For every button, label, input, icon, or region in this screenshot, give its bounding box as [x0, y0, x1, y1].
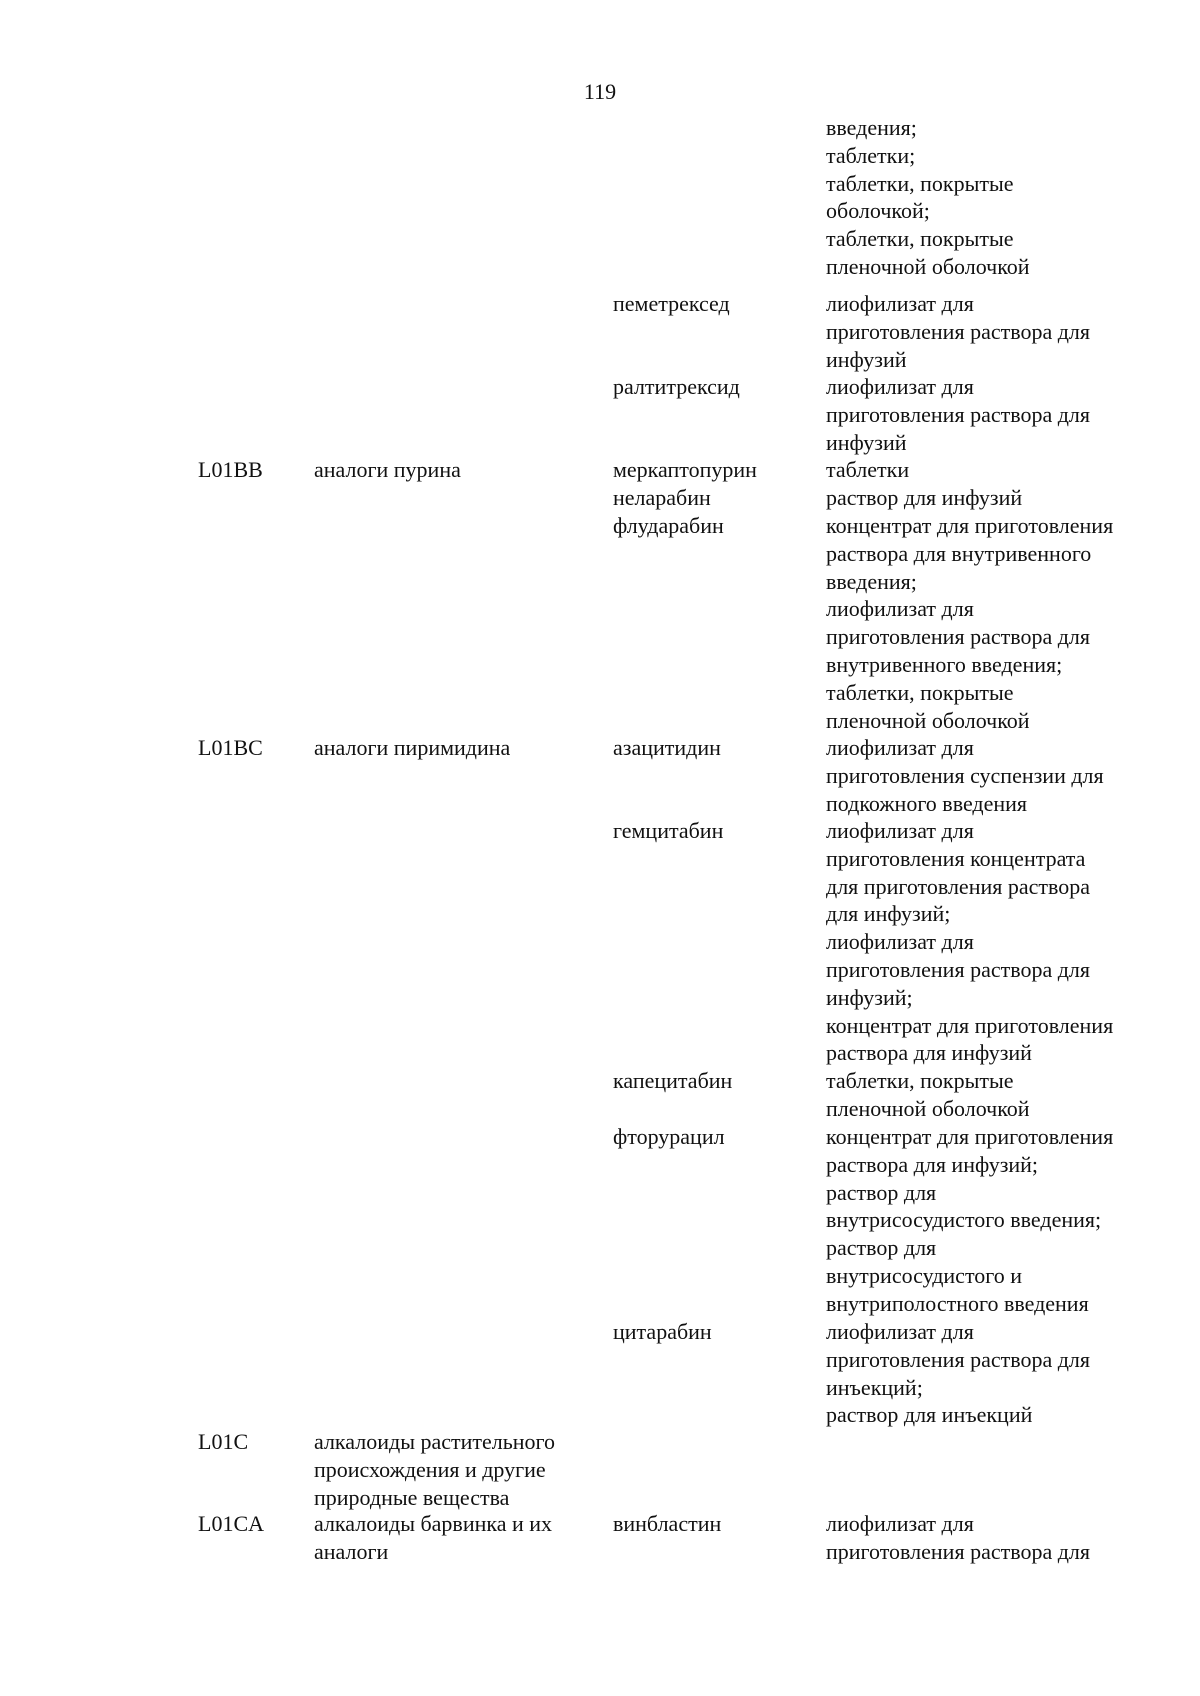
dosage-form-line: пленочной оболочкой	[826, 1095, 1030, 1121]
dosage-form-line: приготовления раствора для	[826, 401, 1090, 427]
dosage-form-line: таблетки;	[826, 142, 916, 168]
dosage-form-line: концентрат для приготовления	[826, 513, 1114, 538]
dosage-forms	[826, 734, 1104, 817]
group-name-line: природные вещества	[314, 1484, 510, 1510]
drug-name: винбластин	[613, 1511, 722, 1536]
dosage-form-line: приготовления раствора для	[826, 318, 1090, 344]
dosage-form-line: приготовления раствора для	[826, 624, 1090, 650]
dosage-form-line: таблетки, покрытые	[826, 679, 1014, 705]
dosage-form-line: внутрисосудистого введения;	[826, 1207, 1102, 1233]
dosage-form-line: раствор для	[826, 1235, 937, 1261]
drug-name: неларабин	[613, 485, 711, 510]
dosage-form-line: оболочкой;	[826, 198, 930, 224]
dosage-forms	[826, 1123, 1113, 1318]
dosage-form-line: подкожного введения	[826, 790, 1028, 816]
atc-code: L01BB	[198, 457, 263, 482]
dosage-form-line: лиофилизат для	[826, 818, 974, 843]
group-name-line: аналоги	[314, 1538, 389, 1564]
dosage-form-line: лиофилизат для	[826, 1319, 974, 1344]
dosage-form-line: для инфузий;	[826, 901, 951, 927]
drug-name: цитарабин	[613, 1319, 712, 1344]
dosage-form-line: лиофилизат для	[826, 596, 974, 622]
dosage-forms	[826, 1318, 1090, 1429]
dosage-form-line: для приготовления раствора	[826, 873, 1090, 899]
dosage-form-line: внутривенного введения;	[826, 651, 1063, 677]
drug-name: капецитабин	[613, 1068, 733, 1093]
dosage-form-line: раствор для инфузий	[826, 485, 1023, 510]
dosage-form-line: введения;	[826, 115, 917, 140]
dosage-form-line: таблетки	[826, 457, 910, 482]
dosage-form-line: раствора для внутривенного	[826, 540, 1092, 566]
dosage-form-line: инфузий	[826, 346, 907, 372]
dosage-form-line: лиофилизат для	[826, 374, 974, 399]
dosage-form-line: раствора для инфузий;	[826, 1151, 1039, 1177]
dosage-form-line: раствора для инфузий	[826, 1040, 1032, 1066]
dosage-form-line: лиофилизат для	[826, 929, 974, 955]
dosage-form-line: таблетки, покрытые	[826, 226, 1014, 252]
dosage-form-line: приготовления раствора для	[826, 1538, 1090, 1564]
group-name-line: аналоги пиримидина	[314, 735, 511, 760]
dosage-form-line: внутрисосудистого и	[826, 1262, 1023, 1288]
dosage-form-line: инфузий	[826, 429, 907, 455]
dosage-form-line: приготовления суспензии для	[826, 762, 1104, 788]
dosage-form-line: лиофилизат для	[826, 291, 974, 316]
atc-code: L01C	[198, 1429, 249, 1454]
dosage-forms	[826, 1067, 1030, 1123]
dosage-forms	[826, 484, 1022, 512]
dosage-form-line: раствор для инъекций	[826, 1402, 1033, 1428]
dosage-form-line: инфузий;	[826, 984, 913, 1010]
group-name	[314, 1510, 552, 1566]
page-number: 119	[583, 79, 617, 104]
drug-name: ралтитрексид	[613, 374, 740, 399]
group-name	[314, 734, 510, 762]
dosage-form-line: таблетки, покрытые	[826, 170, 1014, 196]
dosage-form-line: введения;	[826, 568, 917, 594]
dosage-form-line: приготовления раствора для	[826, 1346, 1090, 1372]
drug-name: флударабин	[613, 513, 724, 538]
dosage-forms	[826, 114, 1030, 281]
group-name	[314, 1428, 555, 1511]
drug-name: гемцитабин	[613, 818, 724, 843]
group-name-line: алкалоиды растительного	[314, 1429, 556, 1454]
dosage-form-line: таблетки, покрытые	[826, 1068, 1014, 1093]
dosage-forms	[826, 456, 909, 484]
drug-name: фторурацил	[613, 1124, 725, 1149]
dosage-forms	[826, 373, 1090, 456]
dosage-form-line: внутриполостного введения	[826, 1290, 1089, 1316]
dosage-form-line: концентрат для приготовления	[826, 1012, 1114, 1038]
dosage-form-line: приготовления раствора для	[826, 956, 1090, 982]
dosage-form-line: инъекций;	[826, 1374, 923, 1400]
dosage-forms	[826, 512, 1113, 734]
dosage-form-line: пленочной оболочкой	[826, 253, 1030, 279]
dosage-form-line: пленочной оболочкой	[826, 707, 1030, 733]
dosage-form-line: приготовления концентрата	[826, 845, 1086, 871]
dosage-form-line: лиофилизат для	[826, 1511, 974, 1536]
drug-name: азацитидин	[613, 735, 721, 760]
dosage-form-line: концентрат для приготовления	[826, 1124, 1114, 1149]
group-name	[314, 456, 461, 484]
drug-name: меркаптопурин	[613, 457, 757, 482]
dosage-forms	[826, 1510, 1090, 1566]
group-name-line: происхождения и другие	[314, 1456, 546, 1482]
atc-code: L01BC	[198, 735, 263, 760]
group-name-line: аналоги пурина	[314, 457, 461, 482]
dosage-forms	[826, 817, 1113, 1067]
dosage-forms	[826, 290, 1090, 373]
group-name-line: алкалоиды барвинка и их	[314, 1511, 553, 1536]
atc-code: L01CA	[198, 1511, 264, 1536]
dosage-form-line: раствор для	[826, 1179, 937, 1205]
dosage-form-line: лиофилизат для	[826, 735, 974, 760]
drug-name: пеметрексед	[613, 291, 730, 316]
